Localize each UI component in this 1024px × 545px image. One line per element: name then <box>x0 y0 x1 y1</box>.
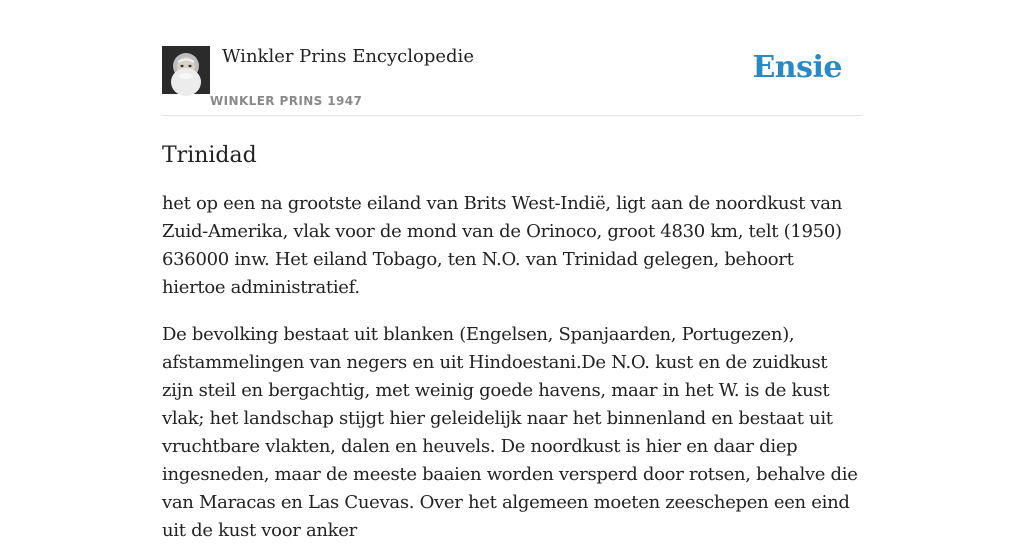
bearded-man-portrait-icon <box>162 46 210 94</box>
brand-logo[interactable]: Ensie <box>752 50 842 85</box>
article-paragraph-1: het op een na grootste eiland van Brits West-Indië, ligt aan de noordkust van Zuid-Amerika, vlak voor de mond van de Orinoco, groot 4830 km, telt (1950) 636000 inw. Het eiland Tobago, ten N.O. van Trinidad gelegen, behoort hiertoe administratief. <box>162 193 843 298</box>
article-title: Trinidad <box>162 143 257 168</box>
source-subtitle: WINKLER PRINS 1947 <box>210 94 363 108</box>
source-title[interactable]: Winkler Prins Encyclopedie <box>222 46 474 67</box>
article-paragraph-2: De bevolking bestaat uit blanken (Engelsen, Spanjaarden, Portugezen), afstammelingen van negers en uit Hindoestani.De N.O. kust en de zuidkust zijn steil en bergachtig, met weinig goede havens, maar in het W. is de kust vlak; het landschap stijgt hier geleidelijk naar het binnenland en bestaat uit vruchtbare vlakten, dalen en heuvels. De noordkust is hier en daar diep ingesneden, maar de meeste baaien worden versperd door rotsen, behalve die van Maracas en Las Cuevas. Over het algemeen moeten zeeschepen een eind uit de kust voor anker <box>162 324 858 541</box>
source-avatar[interactable] <box>162 46 210 94</box>
page-container <box>162 0 862 545</box>
source-header <box>162 0 862 116</box>
